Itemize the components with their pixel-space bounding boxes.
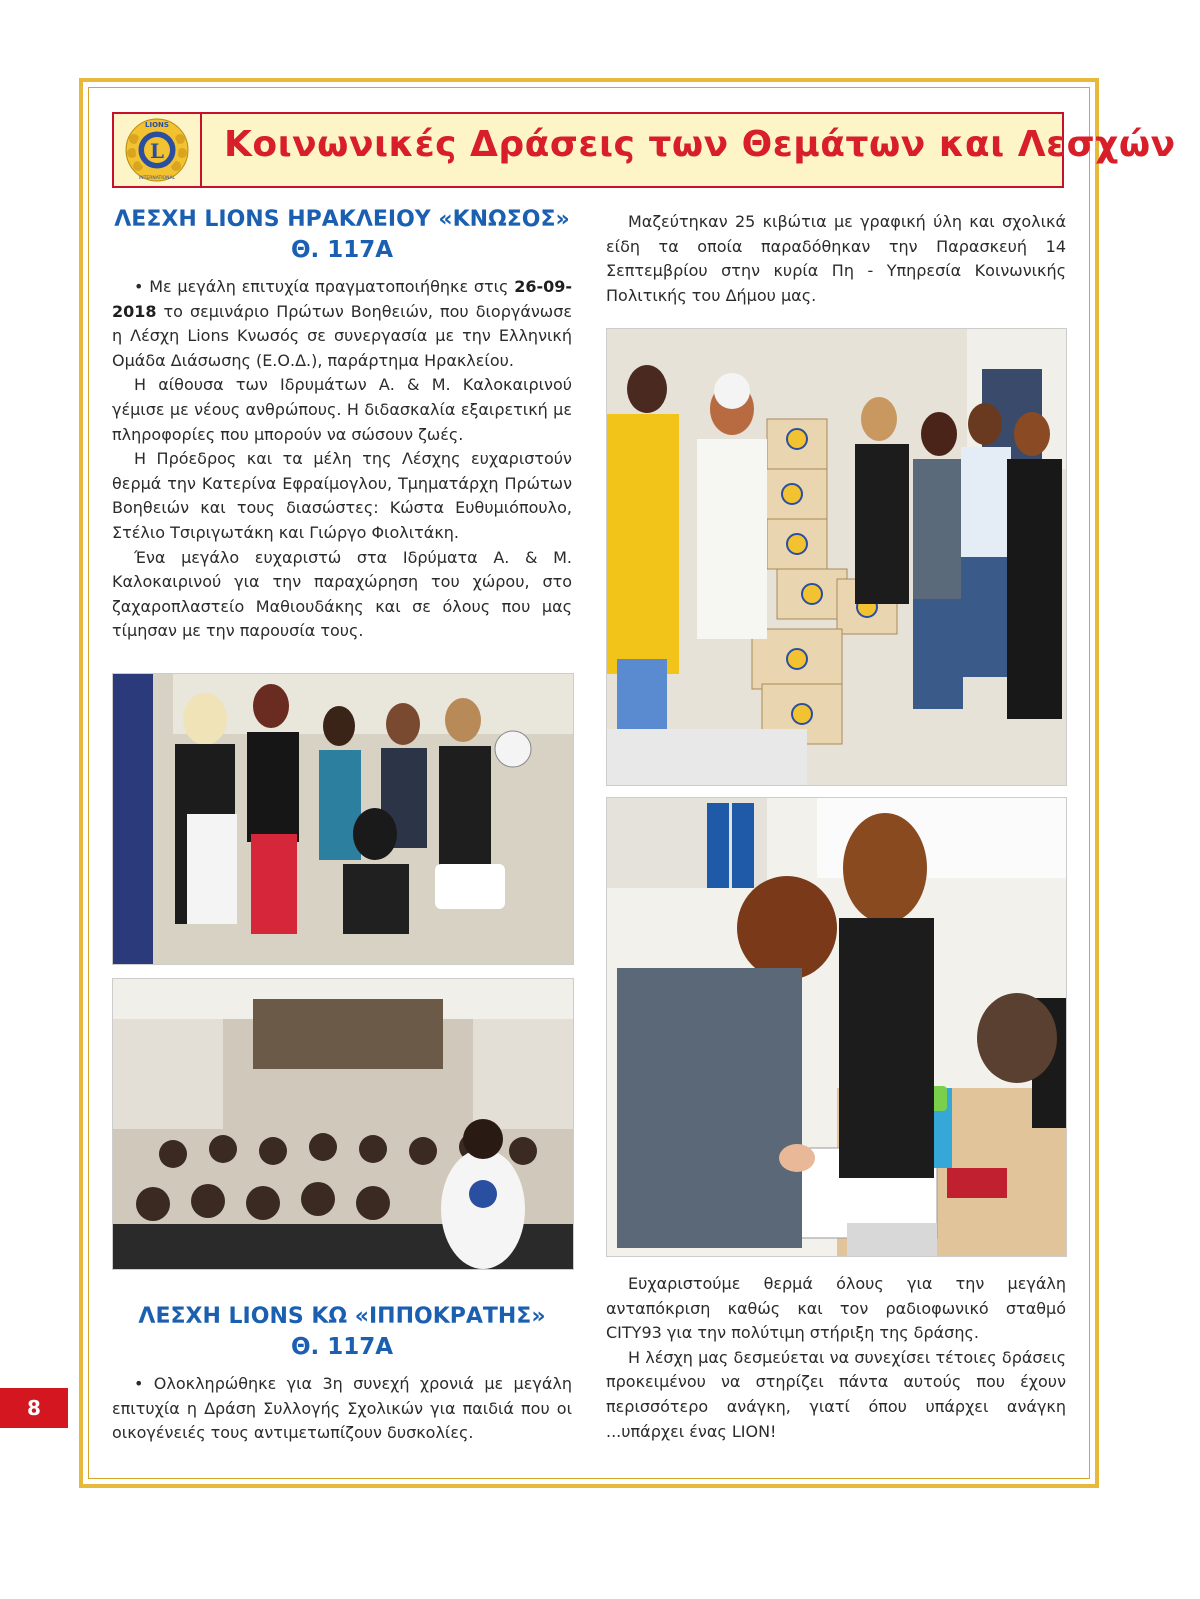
- photo-seminar-audience: [112, 978, 574, 1270]
- paragraph: Ευχαριστούμε θερμά όλους για την μεγάλη ανταπόκριση καθώς και τον ραδιοφωνικό σταθμό CITY93 για την πολύτιμη στήριξη της δράσης.: [606, 1274, 1066, 1343]
- page-number: 8: [0, 1388, 68, 1428]
- section-title-line2: Θ. 117Α: [290, 237, 394, 263]
- svg-text:L: L: [149, 139, 165, 163]
- section-title-knossos: [112, 205, 572, 265]
- paragraph: • Με μεγάλη επιτυχία πραγματοποιήθηκε στις 26-09-2018 το σεμινάριο Πρώτων Βοηθειών, που διοργάνωσε η Λέσχη Lions Κνωσός σε συνεργασία με την Ελληνική Ομάδα Διάσωσης (Ε.Ο.Δ.), παράρτημα Ηρακλείου.: [112, 277, 572, 370]
- paragraph: Η λέσχη μας δεσμεύεται να συνεχίσει τέτοιες δράσεις προκειμένου να στηρίζει πάντα αυτούς που έχουν περισσότερο ανάγκη, γιατί όπου υπάρχει ανάγκη ...υπάρχει ένας LION!: [606, 1347, 1066, 1441]
- lions-logo: [114, 114, 202, 186]
- page-title: Κοινωνικές Δράσεις των Θεμάτων και Λεσχών: [224, 124, 1176, 165]
- paragraph: • Ολοκληρώθηκε για 3η συνεχή χρονιά με μεγάλη επιτυχία η Δράση Συλλογής Σχολικών για παιδιά που οι οικογένειές τους αντιμετωπίζουν δυσκολίες.: [112, 1374, 572, 1443]
- section-title-line2: Θ. 117Α: [290, 1334, 394, 1360]
- section-title-kos: [112, 1302, 572, 1362]
- right-column-top: [606, 210, 1066, 308]
- section-kos: [112, 1302, 572, 1446]
- photo-signing-document: [606, 797, 1067, 1257]
- svg-text:INTERNATIONAL: INTERNATIONAL: [138, 176, 176, 181]
- photo-group-women: [112, 673, 574, 965]
- right-column-bottom: [606, 1272, 1066, 1444]
- paragraph: Η Πρόεδρος και τα μέλη της Λέσχης ευχαριστούν θερμά την Κατερίνα Εφραίμογλου, Τμηματάρχη Πρώτων Βοηθειών και τους διασώστες: Κώστα Ευθυμιόπουλο, Στέλιο Τσιριγωτάκη και Γιώργο Φιολιτάκη.: [112, 449, 572, 542]
- photo-boxes-donation: [606, 328, 1067, 786]
- paragraph: Μαζεύτηκαν 25 κιβώτια με γραφική ύλη και σχολικά είδη τα οποία παραδόθηκαν την Παρασκευή 14 Σεπτεμβρίου στην κυρία Πη - Υπηρεσία Κοινωνικής Πολιτικής του Δήμου μας.: [606, 212, 1066, 305]
- page-header: [112, 112, 1176, 188]
- section-title-line1: ΛΕΣΧΗ LIONS ΚΩ «ΙΠΠΟΚΡΑΤΗΣ»: [138, 1304, 546, 1329]
- section-title-line1: ΛΕΣΧΗ LIONS ΗΡΑΚΛΕΙΟΥ «ΚΝΩΣΟΣ»: [114, 207, 570, 232]
- paragraph: Ένα μεγάλο ευχαριστώ στα Ιδρύματα Α. & Μ. Καλοκαιρινού για την παραχώρηση του χώρου, στο ζαχαροπλαστείο Μαθιουδάκης και σε όλους που μας τίμησαν με την παρουσία τους.: [112, 547, 572, 641]
- event-date: 26-09-2018: [112, 277, 572, 321]
- left-column: [112, 205, 572, 644]
- paragraph: Η αίθουσα των Ιδρυμάτων Α. & Μ. Καλοκαιρινού γέμισε με νέους ανθρώπους. Η διδασκαλία εξαιρετική με πληροφορίες που μπορούν να σώσουν ζωές.: [112, 375, 572, 444]
- svg-text:LIONS: LIONS: [145, 121, 169, 129]
